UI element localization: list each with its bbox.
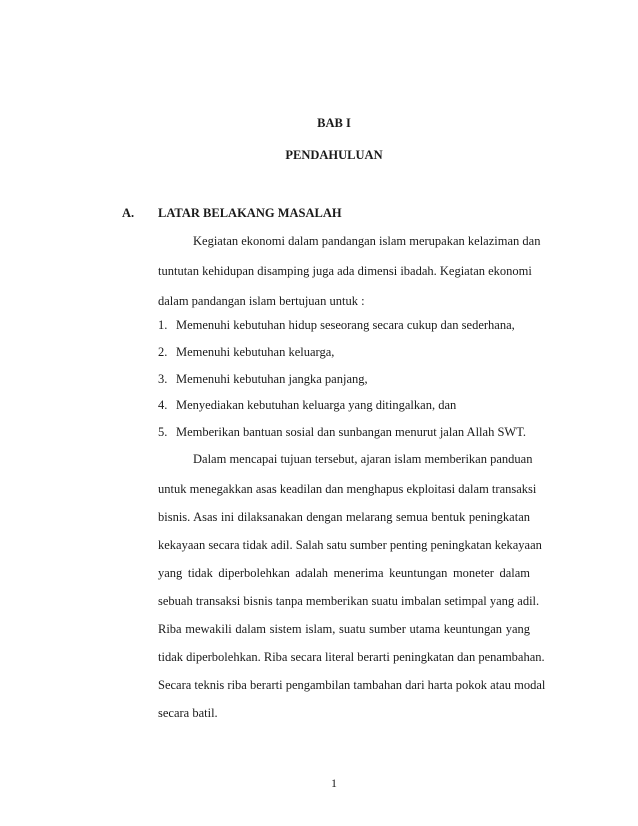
paragraph-2-line: bisnis. Asas ini dilaksanakan dengan melarang semua bentuk peningkatan bbox=[158, 510, 530, 524]
list-item-text: Memenuhi kebutuhan jangka panjang, bbox=[176, 372, 368, 386]
paragraph-1-line: Kegiatan ekonomi dalam pandangan islam merupakan kelaziman dan bbox=[193, 234, 541, 248]
list-item-text: Memberikan bantuan sosial dan sunbangan menurut jalan Allah SWT. bbox=[176, 425, 527, 439]
paragraph-2-line: kekayaan secara tidak adil. Salah satu sumber penting peningkatan kekayaan bbox=[158, 538, 542, 552]
paragraph-1-line: dalam pandangan islam bertujuan untuk : bbox=[158, 294, 365, 308]
list-item-number: 2. bbox=[158, 345, 168, 359]
list-item bbox=[158, 398, 456, 413]
page-number: 1 bbox=[331, 776, 337, 790]
list-item bbox=[158, 345, 334, 360]
list-item-text: Memenuhi kebutuhan keluarga, bbox=[176, 345, 335, 359]
list-item-number: 5. bbox=[158, 425, 168, 439]
list-item bbox=[158, 425, 526, 440]
paragraph-2-line: yang tidak diperbolehkan adalah menerima keuntungan moneter dalam bbox=[158, 566, 530, 580]
paragraph-2-line: untuk menegakkan asas keadilan dan menghapus ekploitasi dalam transaksi bbox=[158, 482, 537, 496]
list-item-number: 1. bbox=[158, 318, 168, 332]
paragraph-2-line: sebuah transaksi bisnis tanpa memberikan suatu imbalan setimpal yang adil. bbox=[158, 594, 540, 608]
section-heading bbox=[122, 206, 342, 221]
paragraph-2-line: Dalam mencapai tujuan tersebut, ajaran islam memberikan panduan bbox=[193, 452, 533, 466]
section-letter: A. bbox=[122, 206, 135, 220]
paragraph-2-line: Riba mewakili dalam sistem islam, suatu sumber utama keuntungan yang bbox=[158, 622, 530, 636]
paragraph-2-line: Secara teknis riba berarti pengambilan tambahan dari harta pokok atau modal bbox=[158, 678, 546, 692]
chapter-title: PENDAHULUAN bbox=[285, 148, 383, 162]
paragraph-1-line: tuntutan kehidupan disamping juga ada dimensi ibadah. Kegiatan ekonomi bbox=[158, 264, 532, 278]
list-item-text: Menyediakan kebutuhan keluarga yang ditingalkan, dan bbox=[176, 398, 457, 412]
section-title: LATAR BELAKANG MASALAH bbox=[158, 206, 342, 220]
list-item-number: 3. bbox=[158, 372, 168, 386]
paragraph-2-line: secara batil. bbox=[158, 706, 218, 720]
list-item-text: Memenuhi kebutuhan hidup seseorang secara cukup dan sederhana, bbox=[176, 318, 515, 332]
paragraph-2-line: tidak diperbolehkan. Riba secara literal berarti peningkatan dan penambahan. bbox=[158, 650, 545, 664]
chapter-number: BAB I bbox=[317, 116, 351, 130]
list-item bbox=[158, 318, 515, 333]
list-item-number: 4. bbox=[158, 398, 168, 412]
list-item bbox=[158, 372, 368, 387]
